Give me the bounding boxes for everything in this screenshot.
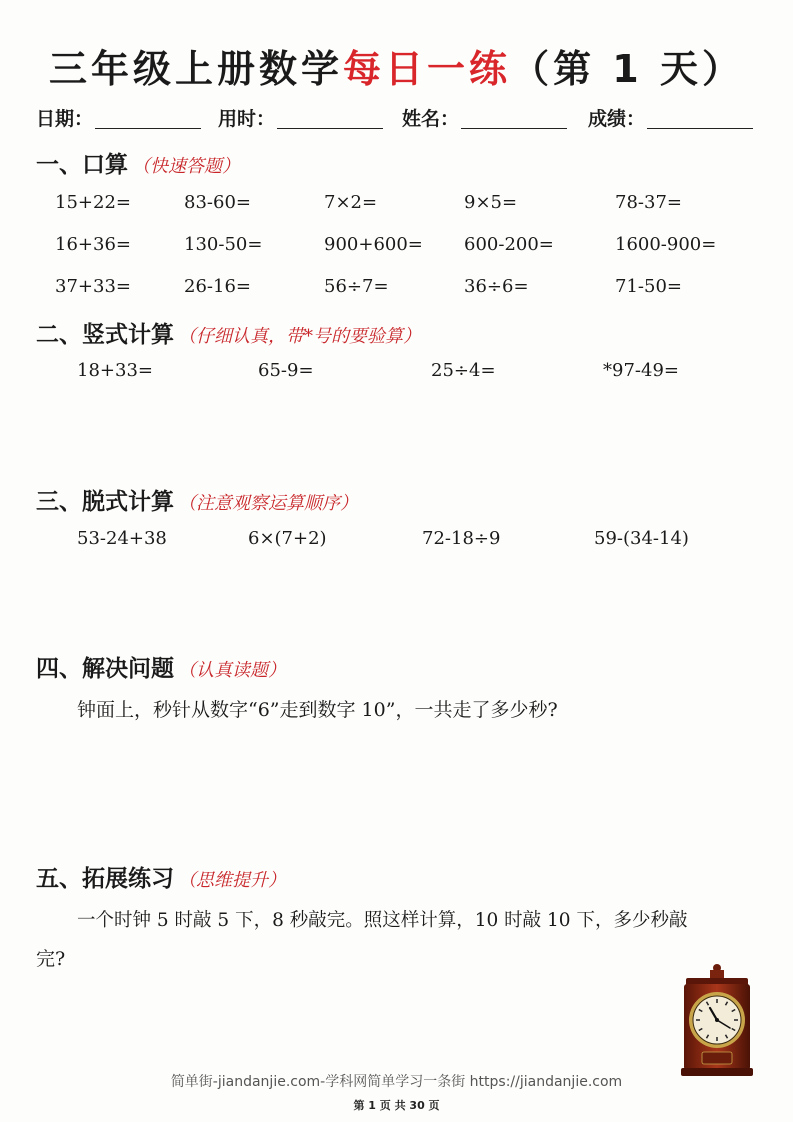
oral-item: 36÷6= [464, 276, 529, 297]
oral-item: 7×2= [324, 192, 378, 213]
score-field[interactable] [588, 104, 753, 131]
section-step-calc-heading [36, 483, 358, 516]
extension-question-line2: 完? [36, 948, 66, 970]
oral-item: 78-37= [615, 192, 682, 213]
oral-item: 26-16= [184, 276, 251, 297]
extension-question-line1: 一个时钟 5 时敲 5 下，8 秒敲完。照这样计算，10 时敲 10 下，多少秒敲 [77, 910, 688, 931]
step-calc-item: 72-18÷9 [422, 528, 501, 549]
page-number: 第 1 页 共 30 页 [353, 1099, 440, 1112]
footer-watermark: 简单街-jiandanjie.com-学科网简单学习一条街 https://jiandanjie.com [170, 1074, 623, 1090]
problem-question: 钟面上，秒针从数字“6”走到数字 10”，一共走了多少秒? [77, 699, 558, 721]
date-field[interactable] [36, 104, 201, 131]
oral-item: 83-60= [184, 192, 251, 213]
section-oral-calc-heading [36, 146, 240, 179]
section-problem-solving-heading [36, 650, 286, 683]
name-field[interactable] [402, 104, 567, 131]
step-calc-item: 59-(34-14) [594, 528, 689, 549]
section-subtitle: （注意观察运算顺序） [178, 493, 358, 514]
oral-item: 900+600= [324, 234, 423, 255]
section-title: 五、拓展练习 [36, 866, 174, 892]
oral-item: 130-50= [184, 234, 263, 255]
section-subtitle: （快速答题） [132, 156, 240, 177]
name-blank[interactable] [461, 110, 567, 129]
date-label: 日期： [36, 108, 94, 130]
oral-item: 9×5= [464, 192, 518, 213]
date-blank[interactable] [95, 110, 201, 129]
vertical-calc-item: 25÷4= [431, 360, 496, 381]
mantel-clock-icon [680, 962, 754, 1080]
vertical-calc-item: 18+33= [77, 360, 153, 381]
section-vertical-calc-heading [36, 316, 421, 349]
worksheet-title [0, 38, 793, 93]
section-subtitle: （认真读题） [178, 660, 286, 681]
score-blank[interactable] [647, 110, 753, 129]
section-subtitle: （仔细认真，带*号的要验算） [178, 326, 421, 347]
oral-item: 37+33= [55, 276, 131, 297]
section-title: 二、竖式计算 [36, 322, 174, 348]
oral-item: 15+22= [55, 192, 131, 213]
vertical-calc-item: 65-9= [258, 360, 314, 381]
section-subtitle: （思维提升） [178, 870, 286, 891]
oral-item: 16+36= [55, 234, 131, 255]
time-used-label: 用时： [218, 108, 276, 130]
step-calc-item: 6×(7+2) [248, 528, 327, 549]
name-label: 姓名： [402, 108, 460, 130]
section-title: 一、口算 [36, 152, 128, 178]
oral-item: 71-50= [615, 276, 682, 297]
vertical-calc-item: *97-49= [603, 360, 679, 381]
step-calc-item: 53-24+38 [77, 528, 167, 549]
title-grade: 三年级上册数学 [49, 47, 344, 91]
oral-item: 1600-900= [615, 234, 717, 255]
time-used-blank[interactable] [277, 110, 383, 129]
section-title: 四、解决问题 [36, 656, 174, 682]
oral-item: 56÷7= [324, 276, 389, 297]
title-daily-practice: 每日一练 [343, 47, 512, 91]
oral-item: 600-200= [464, 234, 554, 255]
section-title: 三、脱式计算 [36, 489, 174, 515]
time-used-field[interactable] [218, 104, 383, 131]
title-day: （第 1 天） [511, 47, 744, 91]
section-extension-heading [36, 860, 286, 893]
score-label: 成绩： [588, 108, 646, 130]
